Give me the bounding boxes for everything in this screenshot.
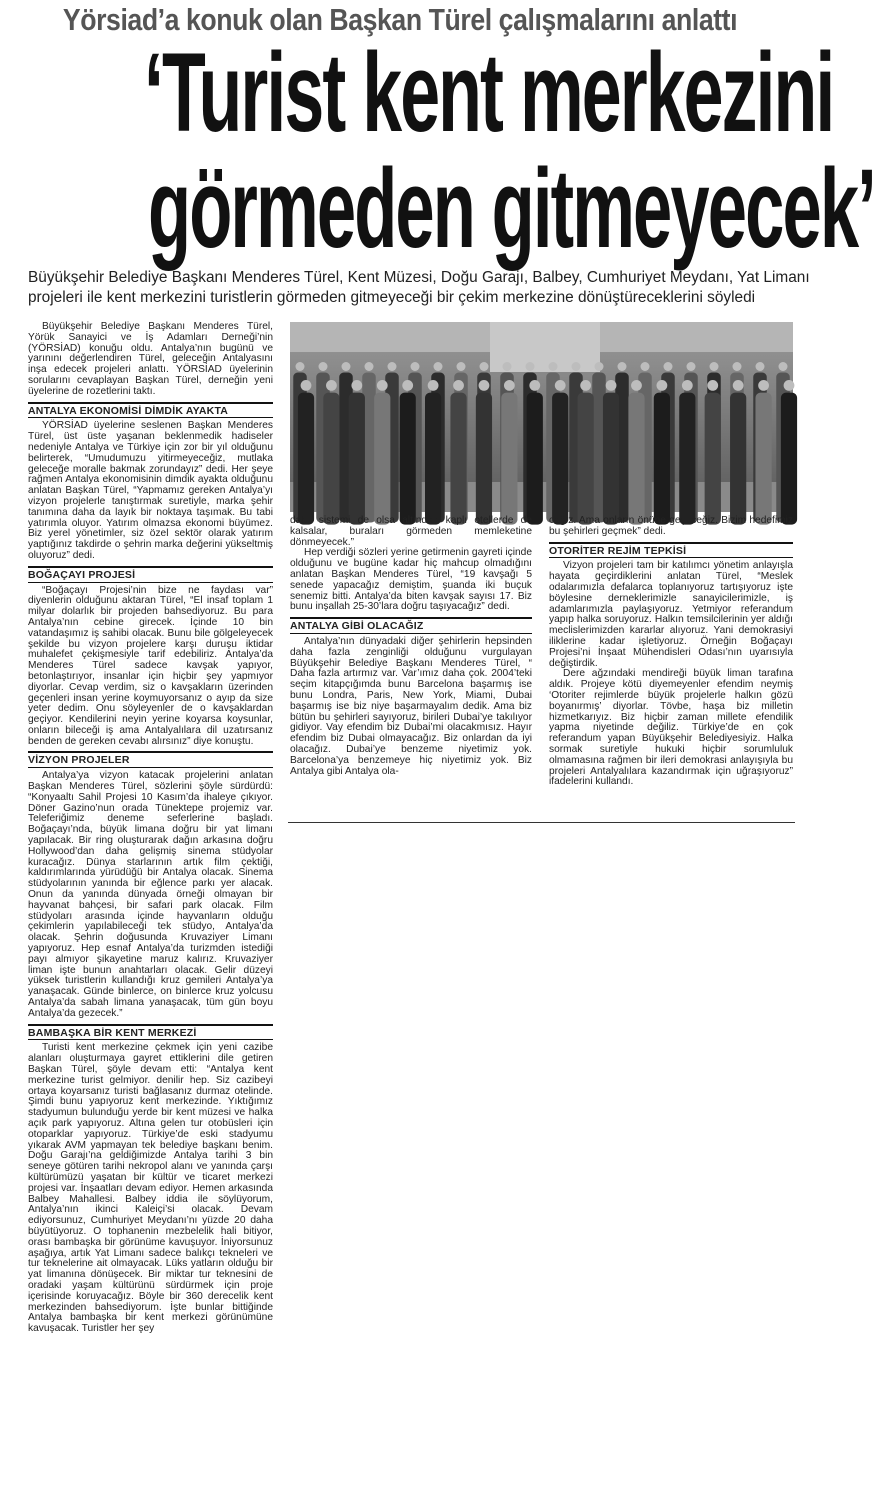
subhead-ekonomi: ANTALYA EKONOMİSİ DİMDİK AYAKTA [28, 402, 273, 419]
subhead-antalya-gibi: ANTALYA GİBİ OLACAĞIZ [290, 617, 532, 634]
paragraph: cağız. Ama onların önüne geçeceğiz. Bizim hedefimiz bu şehirleri geçmek” dedi. [549, 515, 793, 537]
paragraph: Vizyon projeleri tam bir katılımcı yönetim anlayışla hayata geçirdiklerini anlatan Türel, “Meslek odalarımızla defalarca toplanıyoruz tartışıyoruz işte böylesine derneklerimizle sanayicilerimizle, iş adamlarımızla paylaşıyoruz. Yetmiyor referandum yapıp halka soruyoruz. Halkın temsilcilerinin yer aldığı meclislerimizden kararlar alıyoruz. Yani demokrasiyi iliklerine kadar işletiyoruz. Örneğin Boğaçayı Projesi’ni İnşaat Mühendisleri Odası’nın uyarısıyla değiştirdik. [549, 560, 793, 669]
spot-line-2: projeleri ile kent merkezini turistlerin görmeden gitmeyeceği bir çekim merkezine dönüştüreceklerini söyledi [28, 289, 756, 306]
spot-text [28, 268, 810, 308]
subhead-bogacayi: BOĞAÇAYI PROJESİ [28, 566, 273, 583]
subhead-kent-merkezi: BAMBAŞKA BİR KENT MERKEZİ [28, 1024, 273, 1041]
paragraph: Hep verdiği sözleri yerine getirmenin gayreti içinde olduğunu ve bugüne kadar hiç mahcup olmadığını anlatan Başkan Menderes Türel, “19 kavşağı 5 senede yapacağız demiştim, şuanda iki buçuk senemiz bitti. Antalya’da biten kavşak sayısı 17. Biz bunu inşallah 25-30’lara doğru taşıyacağız” dedi. [290, 547, 532, 613]
spot-line-1: Büyükşehir Belediye Başkanı Menderes Türel, Kent Müzesi, Doğu Garajı, Balbey, Cumhuriyet Meydanı, Yat Limanı [28, 269, 810, 286]
subhead-vizyon: VİZYON PROJELER [28, 751, 273, 768]
headline-line-1: ‘Turist kent merkezini [144, 30, 834, 155]
group-photo [290, 322, 793, 512]
paragraph: Turisti kent merkezine çekmek için yeni cazibe alanları oluşturmaya gayret ettiklerini dile getiren Başkan Türel, şöyle devam etti: “Antalya kent merkezine turist gelmiyor. denilir hep. Siz cazibeyi ortaya koyarsanız turisti bağlasanız durmaz otelinde. Şimdi bunu yapıyoruz kent merkezinde. Yıktığımız stadyumun bulunduğu yerde bir kent müzesi ve halka açık park yapıyoruz. Altına gelen tur otobüsleri için otoparklar yapıyoruz. Türkiye’de eski stadyumu yıkarak AVM yapmayan tek belediye başkanı benim. Doğu Garajı’na geldiğimizde Antalya tarihi 3 bin seneye götüren tarihi nekropol alanı ve yanında çarşı kültürümüzü yaşatan bir kültür ve ticaret merkezi projesi var. İnşaatları devam ediyor. Hemen arkasında Balbey Mahallesi. Balbey iddia ile söylüyorum, Antalya’nın ikinci Kaleiçi’si olacak. Devam ediyorsunuz, Cumhuriyet Meydanı’nı yüzde 20 daha büyütüyoruz. O tophanenin mezbelelik hali bitiyor, orası bambaşka bir görünüme kavuşuyor. İniyorsunuz aşağıya, artık Yat Limanı sadece balıkçı tekneleri ve tur teknelerine ait olmayacak. Lüks yatların olduğu bir yat limanına dönüşecek. Bir miktar tur teknesini de oradaki yaşam kültürünü sürdürmek için proje içerisinde koruyacağız. Böyle bir 360 derecelik kent merkezinden bahsediyorum. İşte bunlar bittiğinde Antalya bambaşka bir kent merkezi görünümüne kavuşacak. Turistler her şey [28, 1042, 273, 1335]
paragraph: dahil sistemi de olsa altından kaplı otellerde de kalsalar, buraları görmeden memleketine dönmeyecek.” [290, 515, 532, 548]
article-column-2 [290, 516, 532, 777]
headline-line-2: görmeden gitmeyecek’ [148, 146, 875, 271]
intro-paragraph: Büyükşehir Belediye Başkanı Menderes Türel, Yörük Sanayici ve İş Adamları Derneği’nin (YÖRSİAD) konuğu oldu. Antalya’nın bugünü ve yarınını değerlendiren Türel, geleceğin Antalyasını inşa edecek projeleri anlattı. YÖRSİAD üyelerinin sorularını cevaplayan Başkan Türel, derneğin yeni üyelerine de rozetlerini taktı. [28, 321, 273, 397]
article-column-3 [549, 516, 793, 788]
article-column-1 [28, 322, 273, 1335]
group-photo-illustration [290, 322, 793, 512]
kicker: Yörsiad’a konuk olan Başkan Türel çalışmalarını anlattı [62, 2, 738, 37]
paragraph: Dere ağzındaki mendireği büyük liman tarafına aldık. Projeye kötü diyemeyenler efendim neymiş ‘Otoriter rejimlerde büyük projelerle halkın gözü boyanırmış’ diyorlar. Tövbe, haşa biz milletin hizmetkarıyız. Biz hiçbir zaman millete efendilik yapma niyetinde değiliz. Türkiye’de en çok referandum yapan Büyükşehir Belediyesiyiz. Halka sormak suretiyle hukuki hiçbir sorumluluk olmamasına rağmen bir ileri demokrasi anlayışıyla bu projeleri Antalyalılara kazandırmak için uğraşıyoruz” ifadelerini kullandı. [549, 668, 793, 788]
subhead-otoriter: OTORİTER REJİM TEPKİSİ [549, 542, 793, 559]
paragraph: YÖRSİAD üyelerine seslenen Başkan Menderes Türel, üst üste yaşanan beklenmedik hadiseler nedeniyle Antalya ve Türkiye için zor bir yıl olduğunu belirterek, “Umudumuzu yitirmeyeceğiz, mutlaka geleceğe moralle bakmak zorundayız” dedi. Her şeye rağmen Antalya ekonomisinin dimdik ayakta olduğunu anlatan Başkan Türel, “Yapmamız gereken Antalya’yı vizyon projelerle tanıştırmak suretiyle, marka şehir tanımına daha da layık bir noktaya taşımak. Bu tabi yatırımla oluyor. Yatırım olmazsa ekonomi büyümez. Biz yerel yönetimler, siz özel sektör olarak yatırım yaptığınız takdirde o şehrin marka değerini yükseltmiş oluyoruz” dedi. [28, 420, 273, 561]
paragraph: Antalya’ya vizyon katacak projelerini anlatan Başkan Menderes Türel, sözlerini şöyle sürdürdü: “Konyaaltı Sahil Projesi 10 Kasım’da ihaleye çıkıyor. Döner Gazino’nun orada Tünektepe projemiz var. Teleferiğimiz deneme seferlerine başladı. Boğaçayı’nda, büyük limana doğru bir yat limanı yapılacak. Bir ring oluşturarak dağın arkasına doğru Hollywood’dan daha gelişmiş sinema stüdyolar kuracağız. Dünya starlarının artık film çektiği, kaldırımlarında yürüdüğü bir Antalya olacak. Sinema stüdyolarının yanında bir eğlence parkı yer alacak. Onun da yanında dünyada örneği olmayan bir hayvanat bahçesi, bir safari park olacak. Film stüdyoları arasında içinde hayvanların olduğu çekimlerin yapılabileceği tek stüdyo, Antalya’da olacak. Şehrin doğusunda Kruvaziyer Limanı yapıyoruz. Hep esnaf Antalya’da turizmden istediği payı almıyor şikayetine maruz kalırız. Kruvaziyer liman işte bunun anahtarları olacak. Gelir düzeyi yüksek turistlerin kullandığı kruz gemileri Antalya’ya yanaşacak. Günde binlerce, on binlerce kruz yolcusu Antalya’da sabah limana yanaşacak, tüm gün boyu Antalya’da gezecek.” [28, 770, 273, 1019]
column-end-rule [288, 822, 795, 823]
paragraph: “Boğaçayı Projesi’nin bize ne faydası var” diyenlerin olduğunu aktaran Türel, “El insaf toplam 1 milyar dolarlık bir projeden bahsediyoruz. Bu para Antalya’nın cebine girecek. İçinde 10 bin vatandaşımız iş sahibi olacak. Bunu bile gölgeleyecek şekilde bu vizyon projelere karşı duruşu iktidar muhalefet çekişmesiyle tarif edebiliriz. Antalya’da Menderes Türel sadece kavşak yapıyor, betonlaştırıyor, insanlar için hiçbir şey yapmıyor diyorlar. Cevap verdim, siz o kavşakların üzerinden geçenleri insan yerine koymuyorsanız o ayıp da size yeter dedim. Onu söyleyenler de o kavşaklardan geçiyor. Kendilerini neyin yerine koyarsa koysunlar, onların bileceği iş ama Antalyalılara dil uzatırsanız benden de gereken cevabı alırsınız” diye konuştu. [28, 584, 273, 747]
paragraph: Antalya’nın dünyadaki diğer şehirlerin hepsinden daha fazla zenginliği olduğunu vurgulayan Büyükşehir Belediye Başkanı Menderes Türel, “ Daha fazla artırmız var. Var’ımız daha çok. 2004’teki seçim kitapçığımda bunu Barcelona başarmış ise bunu Londra, Paris, New York, Miami, Dubai başarmış ise biz niye başarmayalım dedik. Ama biz bütün bu şehirleri sayıyoruz, birileri Dubai’ye takılıyor gidiyor. Vay efendim biz Dubai’mi olacakmısız. Hayır efendim biz Dubai olmayacağız. Biz onlardan da iyi olacağız. Dubai’ye benzeme niyetimiz yok. Barcelona’ya benzemeye hiç niyetimiz yok. Biz Antalya gibi Antalya ola- [290, 635, 532, 777]
